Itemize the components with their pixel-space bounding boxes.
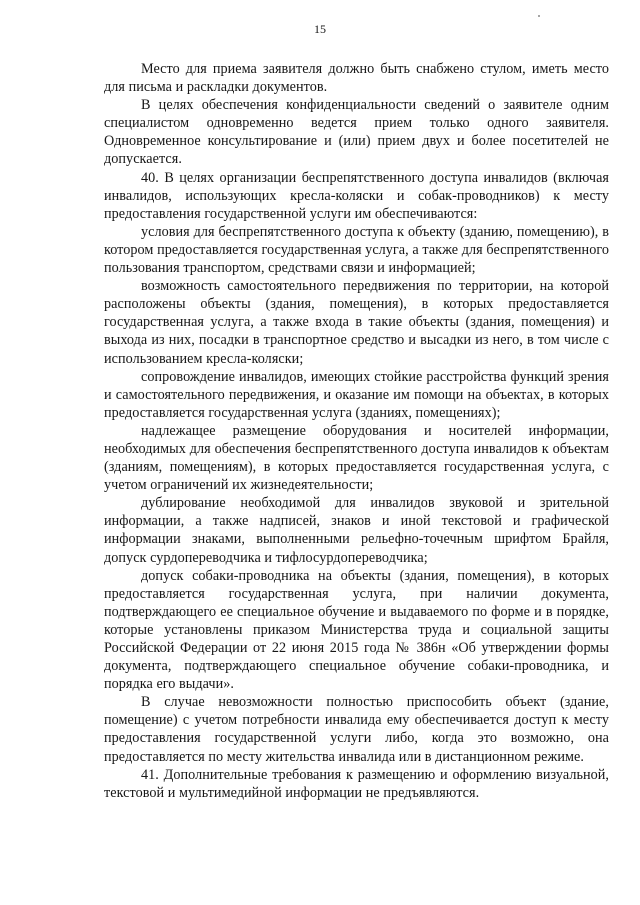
paragraph-escort: сопровождение инвалидов, имеющих стойкие расстройства функций зрения и самостоятельного передвижения, и оказание им помощи на объектах, в которых предоставляется государственная услуга (зданиях, помещениях); (104, 368, 609, 421)
paragraph-guide-dog: допуск собаки-проводника на объекты (здания, помещения), в которых предоставляется государственная услуга, при наличии документа, подтверждающего ее специальное обучение и выдаваемого по форме и в порядке, которые установлены приказом Министерства труда и социальной защиты Российской Федерации от 22 июня 2015 года № 386н «Об утверждении формы документа, подтверждающего специальное обучение собаки-проводника, и порядка его выдачи». (104, 567, 609, 693)
paragraph-applicant-seat: Место для приема заявителя должно быть снабжено стулом, иметь место для письма и раскладки документов. (104, 61, 609, 96)
paragraph-information-duplication: дублирование необходимой для инвалидов звуковой и зрительной информации, а также надписей, знаков и иной текстовой и графической информации знаками, выполненными рельефно-точечным шрифтом Брайля, допуск сурдопереводчика и тифлосурдопереводчика; (104, 495, 609, 566)
paragraph-item-41: 41. Дополнительные требования к размещению и оформлению визуальной, текстовой и мультимедийной информации не предъявляются. (104, 766, 609, 801)
paragraph-independent-movement: возможность самостоятельного передвижения по территории, на которой расположены объекты (здания, помещения), в которых предоставляется государственная услуга, а также входа в такие объекты (здания, помещения) и выхода из них, посадки в транспортное средство и высадки из него, в том числе с использованием кресла-коляски; (104, 278, 609, 367)
page-number: 15 (314, 22, 326, 36)
document-body (104, 60, 609, 802)
paragraph-access-conditions: условия для беспрепятственного доступа к объекту (зданию, помещению), в котором предоставляется государственная услуга, а также для беспрепятственного пользования транспортом, средствами связи и информацией; (104, 223, 609, 277)
scan-speck (538, 15, 540, 17)
paragraph-item-40: 40. В целях организации беспрепятственного доступа инвалидов (включая инвалидов, использующих кресла-коляски и собак-проводников) к месту предоставления государственной услуги им обеспечиваются: (104, 169, 609, 222)
paragraph-equipment-placement: надлежащее размещение оборудования и носителей информации, необходимых для обеспечения беспрепятственного доступа инвалидов к объектам (зданиям, помещениям), в которых предоставляется государственная услуга, с учетом ограничений их жизнедеятельности; (104, 422, 609, 494)
paragraph-confidentiality: В целях обеспечения конфиденциальности сведений о заявителе одним специалистом одновременно ведется прием только одного заявителя. Одновременное консультирование и (или) прием двух и более посетителей не допускается. (104, 97, 609, 168)
paragraph-impossibility: В случае невозможности полностью приспособить объект (здание, помещение) с учетом потребности инвалида ему обеспечивается доступ к месту предоставления государственной услуги либо, когда это возможно, она предоставляется по месту жительства инвалида или в дистанционном режиме. (104, 694, 609, 765)
